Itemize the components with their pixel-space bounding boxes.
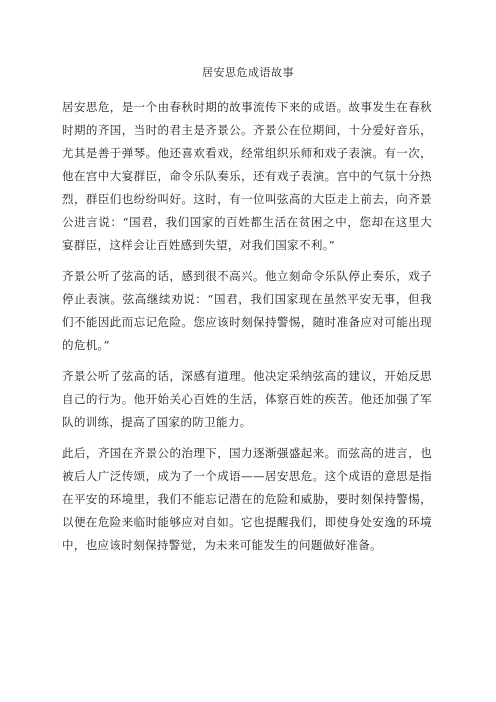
paragraph-1: 居安思危，是一个由春秋时期的故事流传下来的成语。故事发生在春秋时期的齐国，当时的君主是齐景公。齐景公在位期间，十分爱好音乐，尤其是善于弹琴。他还喜欢看戏，经常组织乐师和戏子表演。有一次，他在宫中大宴群臣，命令乐队奏乐，还有戏子表演。宫中的气氛十分热烈，群臣们也纷纷叫好。这时，有一位叫弦高的大臣走上前去，向齐景公进言说：“国君，我们国家的百姓都生活在贫困之中，您却在这里大宴群臣，这样会让百姓感到失望，对我们国家不利。” xyxy=(62,100,432,252)
document-title: 居安思危成语故事 xyxy=(202,66,294,79)
paragraph-2: 齐景公听了弦高的话，感到很不高兴。他立刻命令乐队停止奏乐，戏子停止表演。弦高继续劝说：“国君，我们国家现在虽然平安无事，但我们不能因此而忘记危险。您应该时刻保持警惕，随时准备应对可能出现的危机。” xyxy=(62,269,432,352)
document-body xyxy=(62,96,432,565)
paragraph-4: 此后，齐国在齐景公的治理下，国力逐渐强盛起来。而弦高的进言，也被后人广泛传颂，成为了一个成语——居安思危。这个成语的意思是指在平安的环境里，我们不能忘记潜在的危险和威胁，要时刻保持警惕，以便在危险来临时能够应对自如。它也提醒我们，即使身处安逸的环境中，也应该时刻保持警觉，为未来可能发生的问题做好准备。 xyxy=(62,446,432,552)
paragraph-3: 齐景公听了弦高的话，深感有道理。他决定采纳弦高的建议，开始反思自己的行为。他开始关心百姓的生活，体察百姓的疾苦。他还加强了军队的训练，提高了国家的防卫能力。 xyxy=(62,369,432,429)
